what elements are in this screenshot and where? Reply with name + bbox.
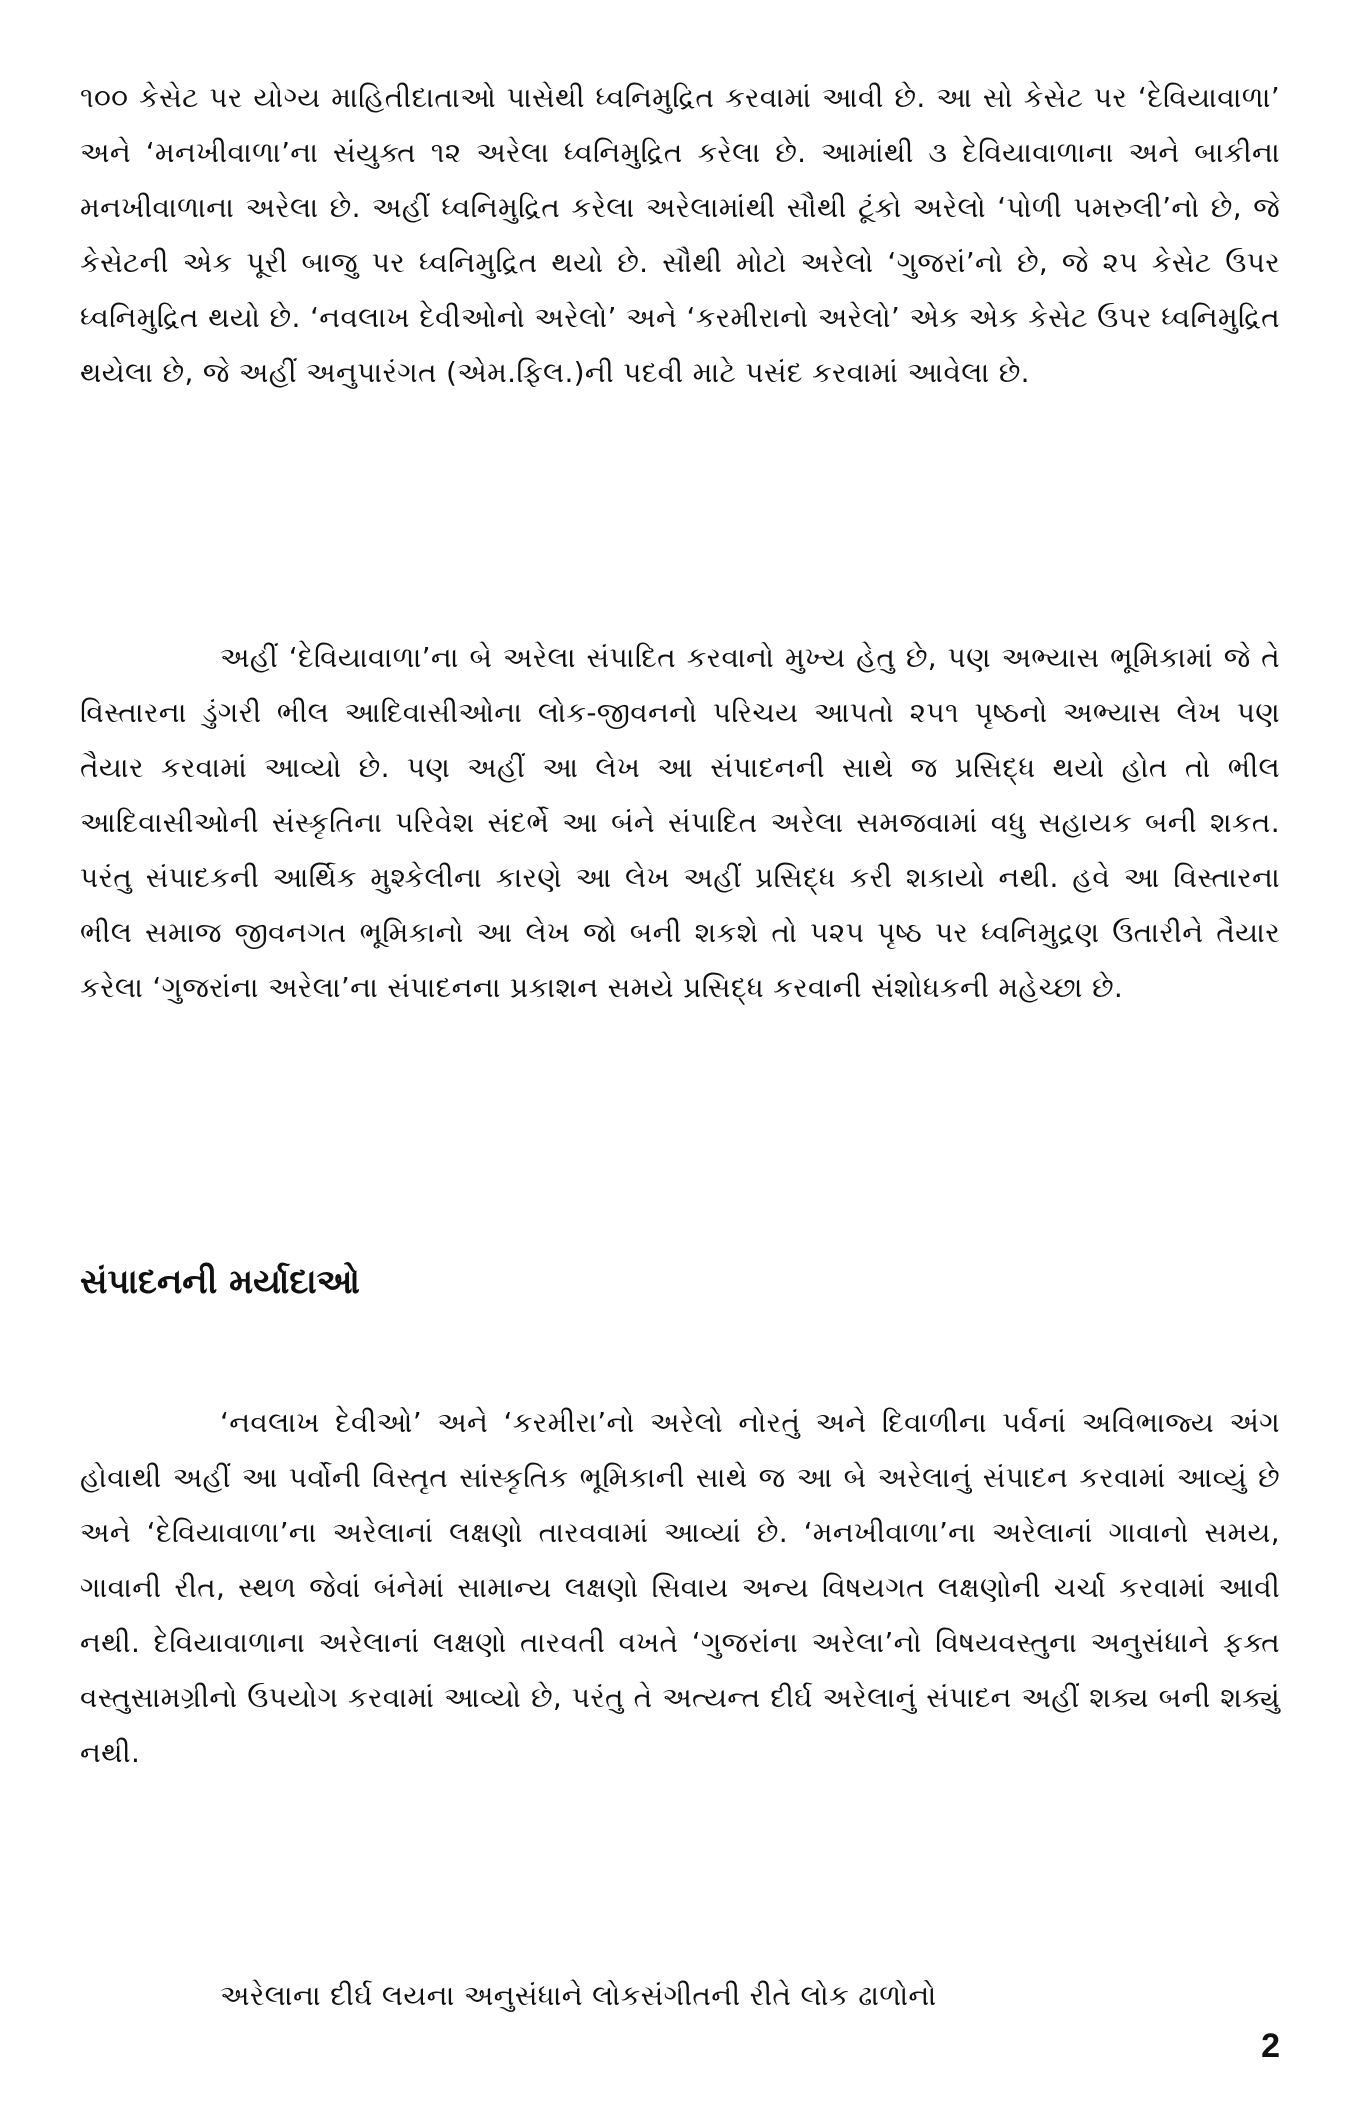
document-page [80, 70, 1280, 2070]
paragraph-2: અહીં ‘દેવિયાવાળા’ના બે અરેલા સંપાદિત કરવાનો મુખ્ય હેતુ છે, પણ અભ્યાસ ભૂમિકામાં જે તે વિસ્તારના ડુંગરી ભીલ આદિવાસીઓના લોક-જીવનનો પરિચય આપતો ૨૫૧ પૃષ્ઠનો અભ્યાસ લેખ પણ તૈયાર કરવામાં આવ્યો છે. પણ અહીં આ લેખ આ સંપાદનની સાથે જ પ્રસિદ્ધ થયો હોત તો ભીલ આદિવાસીઓની સંસ્કૃતિના પરિવેશ સંદર્ભે આ બંને સંપાદિત અરેલા સમજવામાં વધુ સહાયક બની શકત. પરંતુ સંપાદકની આર્થિક મુશ્કેલીના કારણે આ લેખ અહીં પ્રસિદ્ધ કરી શકાયો નથી. હવે આ વિસ્તારના ભીલ સમાજ જીવનગત ભૂમિકાનો આ લેખ જો બની શકશે તો ૫૨૫ પૃષ્ઠ પર ધ્વનિમુદ્રણ ઉતારીને તૈયાર કરેલા ‘ગુજરાંના અરેલા’ના સંપાદનના પ્રકાશન સમયે પ્રસિદ્ધ કરવાની સંશોધકની મહેચ્છા છે. [80, 641, 1280, 1004]
section-heading: સંપાદનની મર્યાદાઓ [80, 1262, 360, 1302]
paragraph-3: ‘નવલાખ દેવીઓ’ અને ‘કરમીરા’નો અરેલો નોરતું અને દિવાળીના પર્વનાં અવિભાજ્ય અંગ હોવાથી અહીં આ પર્વોની વિસ્તૃત સાંસ્કૃતિક ભૂમિકાની સાથે જ આ બે અરેલાનું સંપાદન કરવામાં આવ્યું છે અને ‘દેવિયાવાળા’ના અરેલાનાં લક્ષણો તારવવામાં આવ્યાં છે. ‘મનખીવાળા’ના અરેલાનાં ગાવાનો સમય, ગાવાની રીત, સ્થળ જેવાં બંનેમાં સામાન્ય લક્ષણો સિવાય અન્ય વિષયગત લક્ષણોની ચર્ચા કરવામાં આવી નથી. દેવિયાવાળાના અરેલાનાં લક્ષણો તારવતી વખતે ‘ગુજરાંના અરેલા’નો વિષયવસ્તુના અનુસંધાને ફક્ત વસ્તુસામગ્રીનો ઉપયોગ કરવામાં આવ્યો છે, પરંતુ તે અત્યન્ત દીર્ઘ અરેલાનું સંપાદન અહીં શક્ય બની શક્યું નથી. [80, 1406, 1280, 1769]
paragraph-1: ૧૦૦ કેસેટ પર યોગ્ય માહિતીદાતાઓ પાસેથી ધ્વનિમુદ્રિત કરવામાં આવી છે. આ સો કેસેટ પર ‘દેવિયાવાળા’ અને ‘મનખીવાળા’ના સંયુક્ત ૧૨ અરેલા ધ્વનિમુદ્રિત કરેલા છે. આમાંથી ૩ દેવિયાવાળાના અને બાકીના મનખીવાળાના અરેલા છે. અહીં ધ્વનિમુદ્રિત કરેલા અરેલામાંથી સૌથી ટૂંકો અરેલો ‘પોળી પમરુલી’નો છે, જે કેસેટની એક પૂરી બાજુ પર ધ્વનિમુદ્રિત થયો છે. સૌથી મોટો અરેલો ‘ગુજરાં’નો છે, જે ૨૫ કેસેટ ઉપર ધ્વનિમુદ્રિત થયો છે. ‘નવલાખ દેવીઓનો અરેલો’ અને ‘કરમીરાનો અરેલો’ એક એક કેસેટ ઉપર ધ્વનિમુદ્રિત થયેલા છે, જે અહીં અનુપારંગત (એમ.ફિલ.)ની પદવી માટે પસંદ કરવામાં આવેલા છે. [80, 81, 1280, 389]
page-number: 2 [1261, 2027, 1280, 2065]
paragraph-4: અરેલાના દીર્ઘ લયના અનુસંધાને લોકસંગીતની રીતે લોક ઢાળોનો [220, 1979, 937, 2012]
